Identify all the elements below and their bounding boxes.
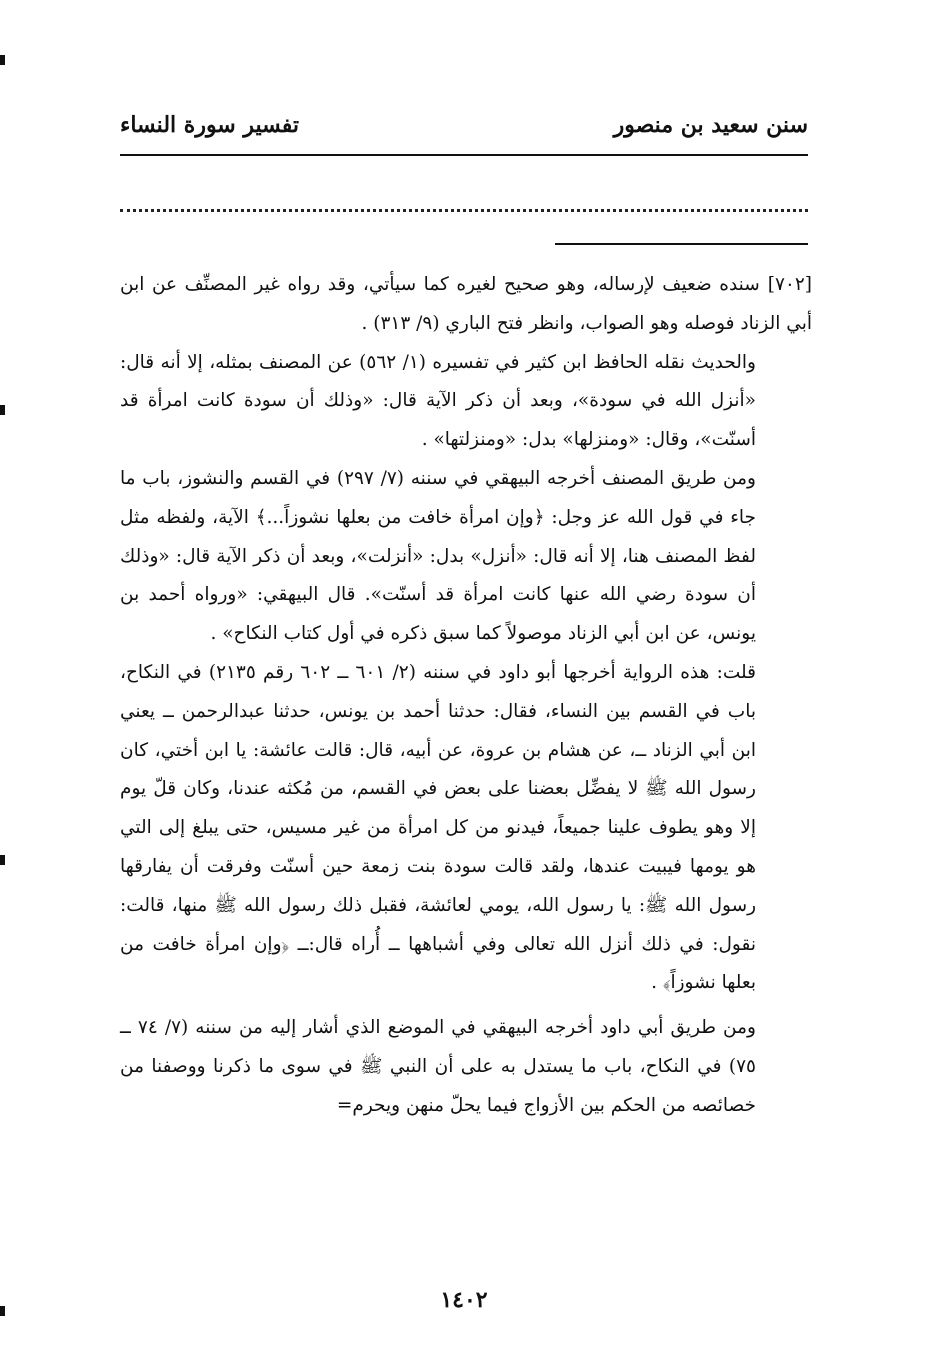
dotted-separator (120, 209, 808, 212)
scan-mark (0, 405, 5, 415)
section-title: تفسير سورة النساء (120, 112, 300, 138)
footnote-paragraph: ومن طريق أبي داود أخرجه البيهقي في الموضع الذي أشار إليه من سننه (٧/ ٧٤ ــ ٧٥) في النكاح، باب ما يستدل به على أن النبي ﷺ في سوى ما ذكرنا ووصفنا من خصائصه من الحكم بين الأزواج فيما يحلّ منهن ويحرم= (120, 1017, 756, 1116)
footnote-paragraph (120, 266, 812, 344)
scan-mark (0, 55, 5, 65)
footnote-number: [٧٠٢] (767, 274, 812, 295)
footnote-paragraph: قلت: هذه الرواية أخرجها أبو داود في سننه (٢/ ٦٠١ ــ ٦٠٢ رقم ٢١٣٥) في النكاح، باب في القسم بين النساء، فقال: حدثنا أحمد بن يونس، حدثنا عبدالرحمن ــ يعني ابن أبي الزناد ــ، عن هشام بن عروة، عن أبيه، قال: قالت عائشة: يا ابن أختي، كان رسول الله ﷺ لا يفضِّل بعضنا على بعض في القسم، من مُكثه عندنا، وكان قلّ يوم إلا وهو يطوف علينا جميعاً، فيدنو من كل امرأة من غير مسيس، حتى يبلغ إلى التي هو يومها فيبيت عندها، ولقد قالت سودة بنت زمعة حين أسنّت وفرقت أن يفارقها رسول الله ﷺ: يا رسول الله، يومي لعائشة، فقبل ذلك رسول الله ﷺ منها، قالت: نقول: في ذلك أنزل الله تعالى وفي أشباهها ــ أُراه قال:ــ ﴿وإن امرأة خافت من بعلها نشوزاً﴾ . (120, 661, 756, 994)
scan-mark (0, 855, 5, 865)
book-title: سنن سعيد بن منصور (613, 112, 808, 138)
page-number: ١٤٠٢ (440, 1287, 488, 1313)
footnote-paragraph-text: سنده ضعيف لإرساله، وهو صحيح لغيره كما سيأتي، وقد رواه غير المصنِّف عن ابن أبي الزناد فوصله وهو الصواب، وانظر فتح الباري (٩/ ٣١٣) . (120, 274, 812, 334)
footnote-rule (555, 243, 808, 245)
footnote-body (120, 266, 812, 1126)
footnote-paragraph: ومن طريق المصنف أخرجه البيهقي في سننه (٧/ ٢٩٧) في القسم والنشوز، باب ما جاء في قول الله عز وجل: ﴿وإن امرأة خافت من بعلها نشوزاً...﴾ الآية، ولفظه مثل لفظ المصنف هنا، إلا أنه قال: «أنزل» بدل: «أنزلت»، وبعد أن ذكر الآية قال: «وذلك أن سودة رضي الله عنها كانت امرأة قد أسنّت». قال البيهقي: «ورواه أحمد بن يونس، عن ابن أبي الزناد موصولاً كما سبق ذكره في أول كتاب النكاح» . (120, 467, 756, 645)
running-header (120, 112, 808, 146)
header-rule (120, 154, 808, 156)
footnote-paragraph: والحديث نقله الحافظ ابن كثير في تفسيره (١/ ٥٦٢) عن المصنف بمثله، إلا أنه قال: «أنزل الله في سودة»، وبعد أن ذكر الآية قال: «وذلك أن سودة كانت امرأة قد أسنّت»، وقال: «ومنزلها» بدل: «ومنزلتها» . (120, 351, 756, 451)
